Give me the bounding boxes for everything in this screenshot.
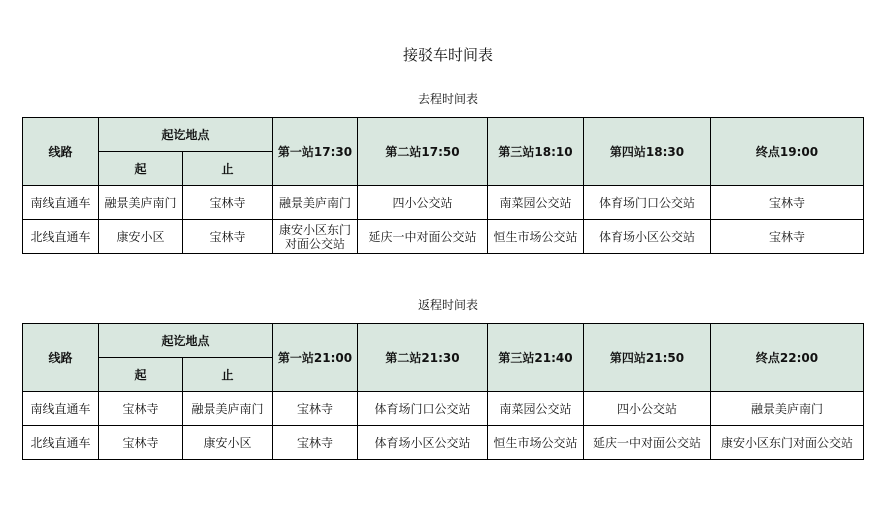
cell-stop-2: 四小公交站 <box>358 186 488 220</box>
cell-from: 宝林寺 <box>99 392 183 426</box>
header-stop-2: 第二站17:50 <box>358 118 488 186</box>
cell-terminal: 融景美庐南门 <box>711 392 864 426</box>
cell-route: 南线直通车 <box>23 186 99 220</box>
header-from: 起 <box>99 358 183 392</box>
header-terminal: 终点22:00 <box>711 324 864 392</box>
outbound-caption: 去程时间表 <box>417 92 478 106</box>
cell-stop-4: 体育场门口公交站 <box>584 186 711 220</box>
return-table <box>22 323 864 460</box>
cell-terminal: 宝林寺 <box>711 186 864 220</box>
header-span: 起讫地点 <box>99 118 273 152</box>
table-row <box>23 426 864 460</box>
header-to: 止 <box>183 152 273 186</box>
page-title: 接驳车时间表 <box>402 46 493 64</box>
cell-to: 宝林寺 <box>183 220 273 254</box>
cell-terminal: 宝林寺 <box>711 220 864 254</box>
header-terminal: 终点19:00 <box>711 118 864 186</box>
cell-stop-4: 四小公交站 <box>584 392 711 426</box>
header-stop-4: 第四站21:50 <box>584 324 711 392</box>
cell-route: 南线直通车 <box>23 392 99 426</box>
cell-stop-4: 体育场小区公交站 <box>584 220 711 254</box>
cell-to: 宝林寺 <box>183 186 273 220</box>
cell-stop-1: 康安小区东门对面公交站 <box>273 220 358 254</box>
header-route: 线路 <box>23 324 99 392</box>
table-row <box>23 186 864 220</box>
header-stop-3: 第三站21:40 <box>488 324 584 392</box>
cell-from: 宝林寺 <box>99 426 183 460</box>
cell-stop-2: 体育场小区公交站 <box>358 426 488 460</box>
cell-from: 康安小区 <box>99 220 183 254</box>
cell-to: 康安小区 <box>183 426 273 460</box>
header-stop-4: 第四站18:30 <box>584 118 711 186</box>
table-row <box>23 392 864 426</box>
return-caption: 返程时间表 <box>417 298 478 312</box>
header-stop-1: 第一站17:30 <box>273 118 358 186</box>
cell-stop-3: 恒生市场公交站 <box>488 220 584 254</box>
cell-stop-3: 南菜园公交站 <box>488 392 584 426</box>
cell-stop-3: 恒生市场公交站 <box>488 426 584 460</box>
cell-route: 北线直通车 <box>23 220 99 254</box>
header-from: 起 <box>99 152 183 186</box>
cell-to: 融景美庐南门 <box>183 392 273 426</box>
header-stop-1: 第一站21:00 <box>273 324 358 392</box>
header-route: 线路 <box>23 118 99 186</box>
cell-terminal: 康安小区东门对面公交站 <box>711 426 864 460</box>
cell-stop-1: 融景美庐南门 <box>273 186 358 220</box>
cell-route: 北线直通车 <box>23 426 99 460</box>
table-row <box>23 220 864 254</box>
cell-stop-1: 宝林寺 <box>273 392 358 426</box>
cell-stop-4: 延庆一中对面公交站 <box>584 426 711 460</box>
outbound-table <box>22 117 864 254</box>
cell-stop-2: 体育场门口公交站 <box>358 392 488 426</box>
header-span: 起讫地点 <box>99 324 273 358</box>
cell-stop-1: 宝林寺 <box>273 426 358 460</box>
header-stop-2: 第二站21:30 <box>358 324 488 392</box>
header-stop-3: 第三站18:10 <box>488 118 584 186</box>
cell-stop-2: 延庆一中对面公交站 <box>358 220 488 254</box>
cell-from: 融景美庐南门 <box>99 186 183 220</box>
cell-stop-3: 南菜园公交站 <box>488 186 584 220</box>
header-to: 止 <box>183 358 273 392</box>
